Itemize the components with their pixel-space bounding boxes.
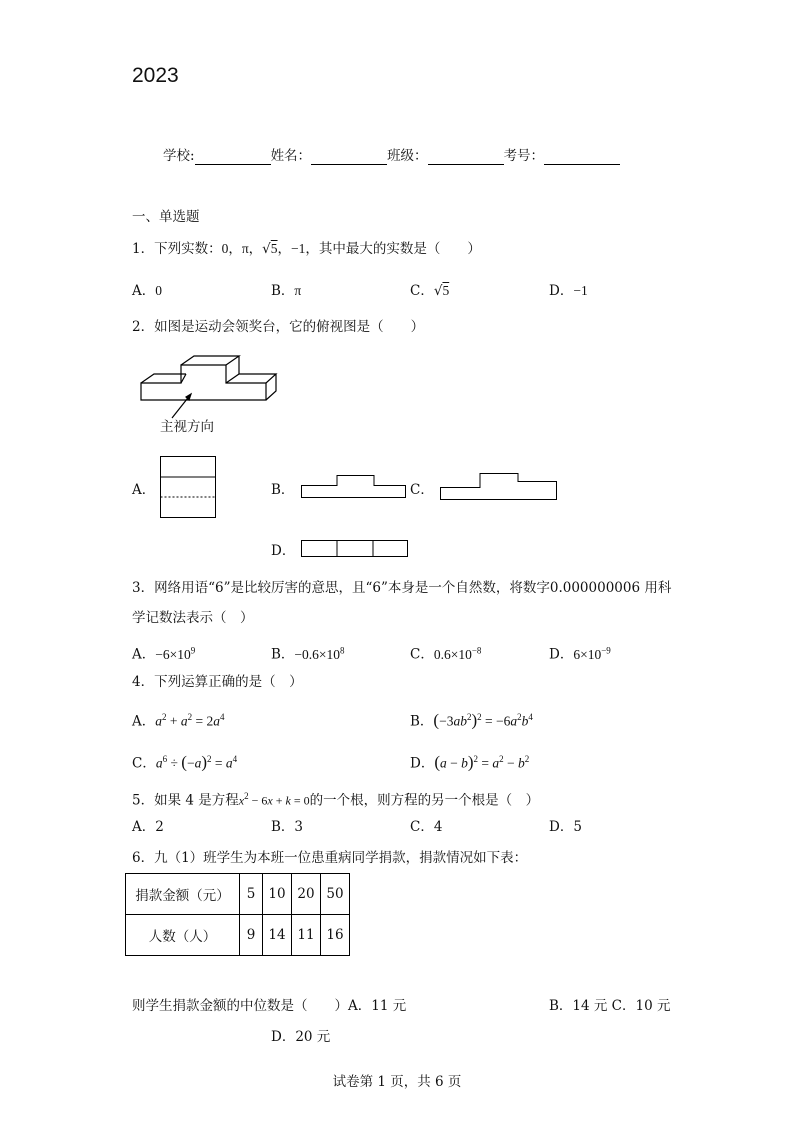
table-row [126, 915, 350, 956]
question-4-stem: 4．下列运算正确的是（ ） [132, 674, 303, 690]
sqrt-sign: √ [262, 241, 271, 257]
page-footer: 试卷第 1 页，共 6 页 [332, 1074, 462, 1090]
q2-option-c-figure[interactable] [440, 473, 557, 501]
q5-option-d[interactable]: D．5 [549, 819, 582, 835]
q2-option-b-figure[interactable] [301, 475, 406, 499]
q1-option-d[interactable]: D．−1 [549, 283, 588, 299]
question-5-stem: 5．如果 4 是方程$x^2 - 6x + k = 0$的一个根，则方程的另一个根是（ ） [132, 791, 540, 809]
podium-3d-figure [136, 356, 281, 421]
exam-year: 2023 [132, 64, 179, 87]
q4-option-a[interactable]: A．$a^2 + a^2 = 2a^4$ [132, 712, 225, 730]
section-title: 一、单选题 [132, 209, 200, 225]
table-cell: 9 [240, 915, 263, 956]
q6-options-b-c[interactable]: B．14 元 C．10 元 [549, 998, 671, 1014]
question-3-stem-line1: 3．网络用语“6”是比较厉害的意思，且“6”本身是一个自然数，将数字0.000000006 用科 [132, 580, 672, 596]
q2-option-d-figure[interactable] [301, 540, 409, 558]
q2-option-d-label[interactable]: D． [271, 543, 296, 559]
q1-option-a[interactable]: A．0 [132, 283, 162, 299]
table-cell: 10 [263, 874, 292, 915]
table-cell: 11 [292, 915, 321, 956]
exam-number-label: 考号： [503, 148, 545, 164]
q5-option-c[interactable]: C．4 [410, 819, 443, 835]
donation-table [125, 873, 350, 956]
table-cell: 20 [292, 874, 321, 915]
table-cell: 16 [321, 915, 350, 956]
question-3-stem-line2: 学记数法表示（ ） [132, 610, 254, 626]
question-2-stem: 2．如图是运动会领奖台，它的俯视图是（ ） [132, 319, 425, 335]
q5-option-a[interactable]: A．2 [132, 819, 164, 835]
count-header-cell: 人数（人） [126, 915, 240, 956]
table-row [126, 874, 350, 915]
question-6-ask-with-option-a[interactable]: 则学生捐款金额的中位数是（ ）A．11 元 [132, 998, 407, 1014]
class-field[interactable] [428, 150, 504, 165]
q6-option-d[interactable]: D．20 元 [271, 1029, 331, 1045]
q2-option-b-label[interactable]: B． [271, 482, 295, 498]
question-1-stem: 1．下列实数：0，π，√5，−1，其中最大的实数是（ ） [132, 241, 481, 257]
q2-option-a-figure[interactable] [160, 456, 216, 518]
q2-option-a-label[interactable]: A． [132, 482, 156, 498]
q3-option-b[interactable]: B．$-0.6\times 10^8$ [271, 645, 345, 663]
table-cell: 14 [263, 915, 292, 956]
q2-option-c-label[interactable]: C． [410, 482, 434, 498]
table-cell: 50 [321, 874, 350, 915]
name-field[interactable] [311, 150, 387, 165]
q1-option-c[interactable]: C．√5 [410, 283, 450, 299]
q3-option-d[interactable]: D．$6\times 10^{-9}$ [549, 645, 611, 663]
student-info-line [163, 147, 620, 165]
q5-option-b[interactable]: B．3 [271, 819, 304, 835]
class-label: 班级： [387, 148, 428, 164]
q4-option-c[interactable]: C．$a^6 \div (-a)^2 = a^4$ [132, 752, 238, 772]
q3-option-c[interactable]: C．$0.6\times 10^{-8}$ [410, 645, 482, 663]
exam-number-field[interactable] [544, 150, 620, 165]
school-field[interactable] [195, 150, 271, 165]
amount-header-cell: 捐款金额（元） [126, 874, 240, 915]
table-cell: 5 [240, 874, 263, 915]
school-label: 学校: [163, 148, 195, 164]
q3-option-a[interactable]: A．$-6\times 10^9$ [132, 645, 196, 663]
q4-option-d[interactable]: D．$(a - b)^2 = a^2 - b^2$ [410, 752, 530, 772]
name-label: 姓名： [270, 148, 312, 164]
view-direction-caption: 主视方向 [160, 419, 214, 435]
question-6-stem: 6．九（1）班学生为本班一位患重病同学捐款，捐款情况如下表： [132, 850, 528, 866]
q4-option-b[interactable]: B．$(-3ab^2)^2 = -6a^2b^4$ [410, 710, 533, 730]
q1-option-b[interactable]: B．π [271, 283, 302, 299]
